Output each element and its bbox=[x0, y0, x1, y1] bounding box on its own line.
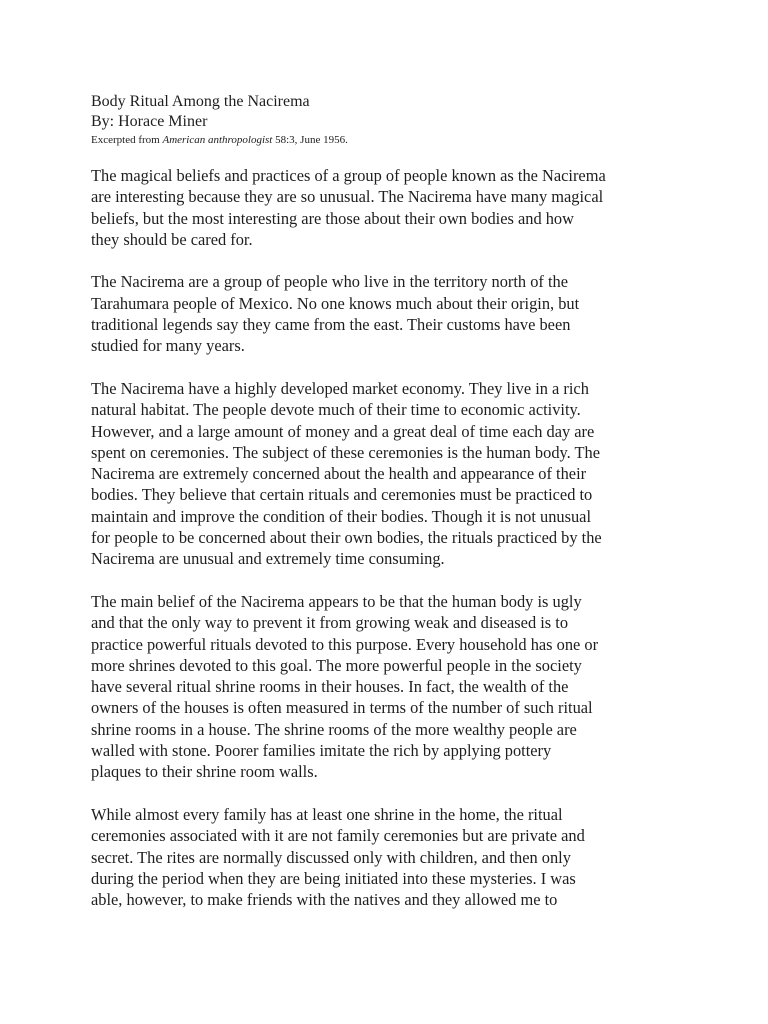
text-line: able, however, to make friends with the natives and they allowed me to bbox=[91, 890, 558, 910]
text-line: While almost every family has at least one shrine in the home, the ritual bbox=[91, 804, 563, 824]
text-line: walled with stone. Poorer families imitate the rich by applying pottery bbox=[91, 741, 552, 761]
body-paragraph bbox=[91, 591, 681, 783]
text-line: The Nacirema have a highly developed market economy. They live in a rich bbox=[91, 378, 589, 398]
text-line: The main belief of the Nacirema appears to be that the human body is ugly bbox=[91, 591, 582, 611]
source-suffix: 58:3, June 1956. bbox=[272, 134, 348, 146]
body-paragraph bbox=[91, 271, 681, 356]
text-line: during the period when they are being initiated into these mysteries. I was bbox=[91, 868, 576, 888]
text-line: natural habitat. The people devote much of their time to economic activity. bbox=[91, 400, 581, 420]
text-line: plaques to their shrine room walls. bbox=[91, 762, 318, 782]
text-line: secret. The rites are normally discussed only with children, and then only bbox=[91, 847, 571, 867]
document-byline: By: Horace Miner bbox=[91, 113, 208, 130]
document-body bbox=[91, 165, 708, 910]
text-line: ceremonies associated with it are not family ceremonies but are private and bbox=[91, 826, 585, 846]
text-line: traditional legends say they came from the east. Their customs have been bbox=[91, 315, 571, 335]
text-line: practice powerful rituals devoted to this purpose. Every household has one or bbox=[91, 634, 599, 654]
text-line: they should be cared for. bbox=[91, 229, 253, 249]
document-source bbox=[91, 132, 708, 148]
text-line: owners of the houses is often measured in terms of the number of such ritual bbox=[91, 698, 593, 718]
text-line: are interesting because they are so unusual. The Nacirema have many magical bbox=[91, 187, 604, 207]
document-title: Body Ritual Among the Nacirema bbox=[91, 93, 310, 110]
text-line: However, and a large amount of money and a great deal of time each day are bbox=[91, 421, 595, 441]
text-line: Nacirema are extremely concerned about the health and appearance of their bbox=[91, 464, 587, 484]
text-line: The magical beliefs and practices of a group of people known as the Nacirema bbox=[91, 166, 606, 185]
text-line: for people to be concerned about their own bodies, the rituals practiced by the bbox=[91, 528, 602, 548]
body-paragraph bbox=[91, 804, 681, 910]
body-paragraph bbox=[91, 165, 681, 250]
text-line: shrine rooms in a house. The shrine rooms of the more wealthy people are bbox=[91, 719, 577, 739]
text-line: bodies. They believe that certain rituals and ceremonies must be practiced to bbox=[91, 485, 593, 505]
text-line: The Nacirema are a group of people who live in the territory north of the bbox=[91, 272, 568, 292]
text-line: beliefs, but the most interesting are those about their own bodies and how bbox=[91, 208, 574, 228]
text-line: spent on ceremonies. The subject of these ceremonies is the human body. The bbox=[91, 442, 601, 462]
text-line: studied for many years. bbox=[91, 336, 245, 356]
text-line: more shrines devoted to this goal. The more powerful people in the society bbox=[91, 655, 582, 675]
text-line: and that the only way to prevent it from growing weak and diseased is to bbox=[91, 613, 569, 633]
source-prefix: Excerpted from bbox=[91, 134, 163, 146]
text-line: Tarahumara people of Mexico. No one knows much about their origin, but bbox=[91, 293, 580, 313]
body-paragraph bbox=[91, 378, 681, 570]
text-line: have several ritual shrine rooms in their houses. In fact, the wealth of the bbox=[91, 677, 569, 697]
text-line: maintain and improve the condition of their bodies. Though it is not unusual bbox=[91, 506, 591, 526]
source-journal: American anthropologist bbox=[162, 134, 273, 146]
text-line: Nacirema are unusual and extremely time consuming. bbox=[91, 549, 445, 569]
